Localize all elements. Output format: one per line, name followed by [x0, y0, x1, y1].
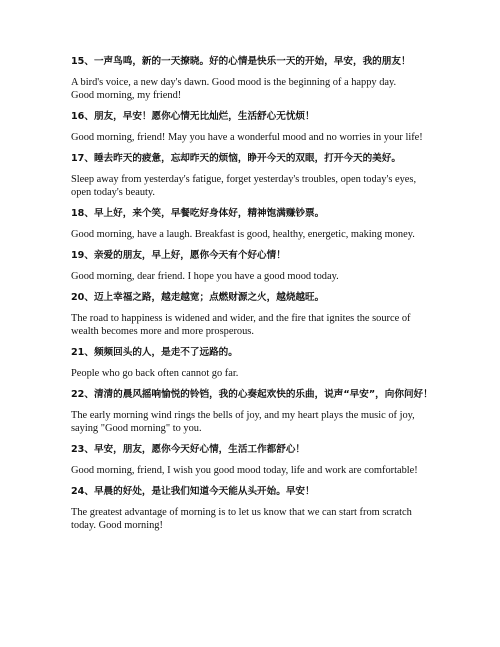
- quote-entry-17: [71, 152, 419, 199]
- quote-chinese: 23、早安，朋友，愿你今天好心情，生活工作都舒心！: [71, 444, 306, 455]
- quote-entry-15: [71, 55, 419, 102]
- quote-english: Good morning, friend! May you have a wonderful mood and no worries in your life!: [71, 132, 423, 143]
- quote-english: A bird's voice, a new day's dawn. Good mood is the beginning of a happy day. Good morning, my friend!: [71, 77, 397, 101]
- quote-chinese: 19、亲爱的朋友，早上好，愿你今天有个好心情！: [71, 250, 286, 261]
- quote-entry-21: [71, 346, 419, 380]
- quote-entry-18: [71, 207, 419, 241]
- quote-english: The greatest advantage of morning is to let us know that we can start from scratch today. Good morning!: [71, 507, 412, 531]
- quote-english: People who go back often cannot go far.: [71, 368, 239, 379]
- quote-english: The early morning wind rings the bells of joy, and my heart plays the music of joy, saying "Good morning" to you.: [71, 410, 415, 434]
- quote-chinese: 22、清清的晨风摇响愉悦的铃铛，我的心奏起欢快的乐曲，说声“早安”，向你问好！: [71, 389, 433, 400]
- quote-chinese: 17、睡去昨天的疲惫，忘却昨天的烦恼，睁开今天的双眼，打开今天的美好。: [71, 153, 401, 164]
- quote-chinese: 15、一声鸟鸣，新的一天撩晓。好的心情是快乐一天的开始，早安，我的朋友！: [71, 56, 411, 67]
- quote-english: Good morning, have a laugh. Breakfast is good, healthy, energetic, making money.: [71, 229, 415, 240]
- quote-english: Good morning, friend, I wish you good mood today, life and work are comfortable!: [71, 465, 418, 476]
- quote-english: The road to happiness is widened and wider, and the fire that ignites the source of wealth becomes more and more prosperous.: [71, 313, 411, 337]
- quote-list: [71, 55, 433, 540]
- quote-english: Sleep away from yesterday's fatigue, forget yesterday's troubles, open today's eyes, open today's beauty.: [71, 174, 417, 198]
- quote-chinese: 21、频频回头的人，是走不了远路的。: [71, 347, 238, 358]
- quote-chinese: 20、迈上幸福之路，越走越宽；点燃财源之火，越烧越旺。: [71, 292, 325, 303]
- quote-entry-19: [71, 249, 419, 283]
- quote-entry-16: [71, 110, 423, 144]
- quote-chinese: 18、早上好，来个笑，早餐吃好身体好，精神饱满赚钞票。: [71, 208, 325, 219]
- quote-chinese: 24、早晨的好处，是让我们知道今天能从头开始。早安！: [71, 486, 315, 497]
- quote-chinese: 16、朋友，早安！愿你心情无比灿烂，生活舒心无忧烦！: [71, 111, 315, 122]
- quote-entry-22: [71, 388, 433, 435]
- quote-entry-23: [71, 443, 419, 477]
- quote-entry-20: [71, 291, 419, 338]
- quote-entry-24: [71, 485, 419, 532]
- quote-english: Good morning, dear friend. I hope you have a good mood today.: [71, 271, 339, 282]
